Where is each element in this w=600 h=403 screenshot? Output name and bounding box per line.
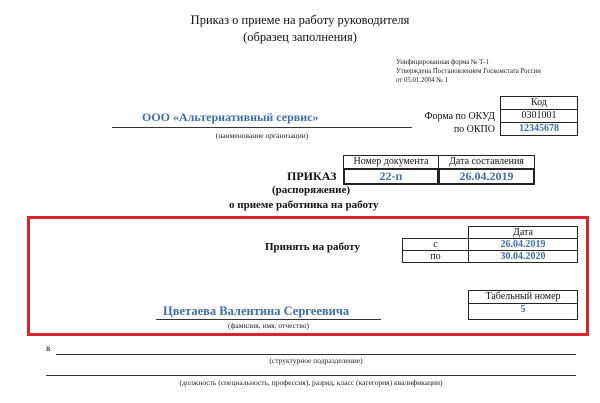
position-caption: (должность (специальность, профессия), разряд, класс (категория) квалификации) — [179, 378, 443, 387]
code-header: Код — [531, 97, 547, 108]
department-prefix: в — [46, 343, 51, 353]
okpo-label: по ОКПО — [453, 124, 495, 135]
order-title: ПРИКАЗ — [287, 169, 337, 183]
department-underline — [56, 354, 576, 355]
employee-underline — [156, 319, 381, 320]
form-info-line3: от 05.01.2004 № 1 — [396, 77, 448, 84]
doc-number-value: 22-п — [379, 169, 403, 183]
doc-number-header-cell — [343, 155, 439, 169]
hire-label: Принять на работу — [265, 241, 360, 253]
employee-caption: (фамилия, имя, отчество) — [228, 321, 309, 330]
doc-date-header-cell — [438, 155, 535, 169]
okud-value: 0301001 — [521, 110, 557, 121]
tab-number-value: 5 — [520, 304, 526, 315]
hire-from-label: с — [433, 239, 438, 250]
doc-number-cell — [343, 168, 439, 185]
hire-to-value: 30.04.2020 — [500, 251, 546, 262]
organization-name: ООО «Альтернативный сервис» — [142, 110, 319, 124]
order-subtitle: (распоряжение) — [272, 184, 351, 196]
form-info-line1: Унифицированная форма № Т-1 — [396, 59, 489, 66]
okud-label: Форма по ОКУД — [424, 111, 495, 122]
document-subtitle: (образец заполнения) — [243, 30, 357, 44]
document-title: Приказ о приеме на работу руководителя — [190, 13, 410, 27]
tab-number-cell — [468, 303, 578, 320]
hire-date-header: Дата — [513, 227, 533, 238]
okpo-value: 12345678 — [519, 123, 559, 134]
hire-to-label: по — [430, 251, 441, 262]
tab-number-header-cell — [468, 290, 578, 304]
doc-date-cell — [438, 168, 535, 185]
hire-from-value: 26.04.2019 — [500, 239, 546, 250]
organization-underline — [112, 127, 412, 128]
position-underline — [46, 375, 576, 376]
department-caption: (структурное подразделение) — [269, 356, 363, 365]
doc-number-header: Номер документа — [353, 156, 429, 167]
organization-caption: (наименование организации) — [215, 131, 309, 140]
employee-name: Цветаева Валентина Сергеевича — [163, 304, 350, 318]
form-info-line2: Утверждена Постановлением Госкомстата России — [396, 68, 541, 75]
hire-to-label-cell — [402, 250, 469, 263]
doc-date-value: 26.04.2019 — [459, 169, 514, 183]
okpo-cell — [500, 122, 578, 136]
code-header-cell — [500, 96, 578, 110]
okud-cell — [500, 109, 578, 123]
doc-date-header: Дата составления — [449, 156, 524, 167]
hire-to-cell — [468, 250, 578, 263]
order-subject: о приеме работника на работу — [229, 199, 379, 211]
tab-number-header: Табельный номер — [485, 291, 561, 302]
